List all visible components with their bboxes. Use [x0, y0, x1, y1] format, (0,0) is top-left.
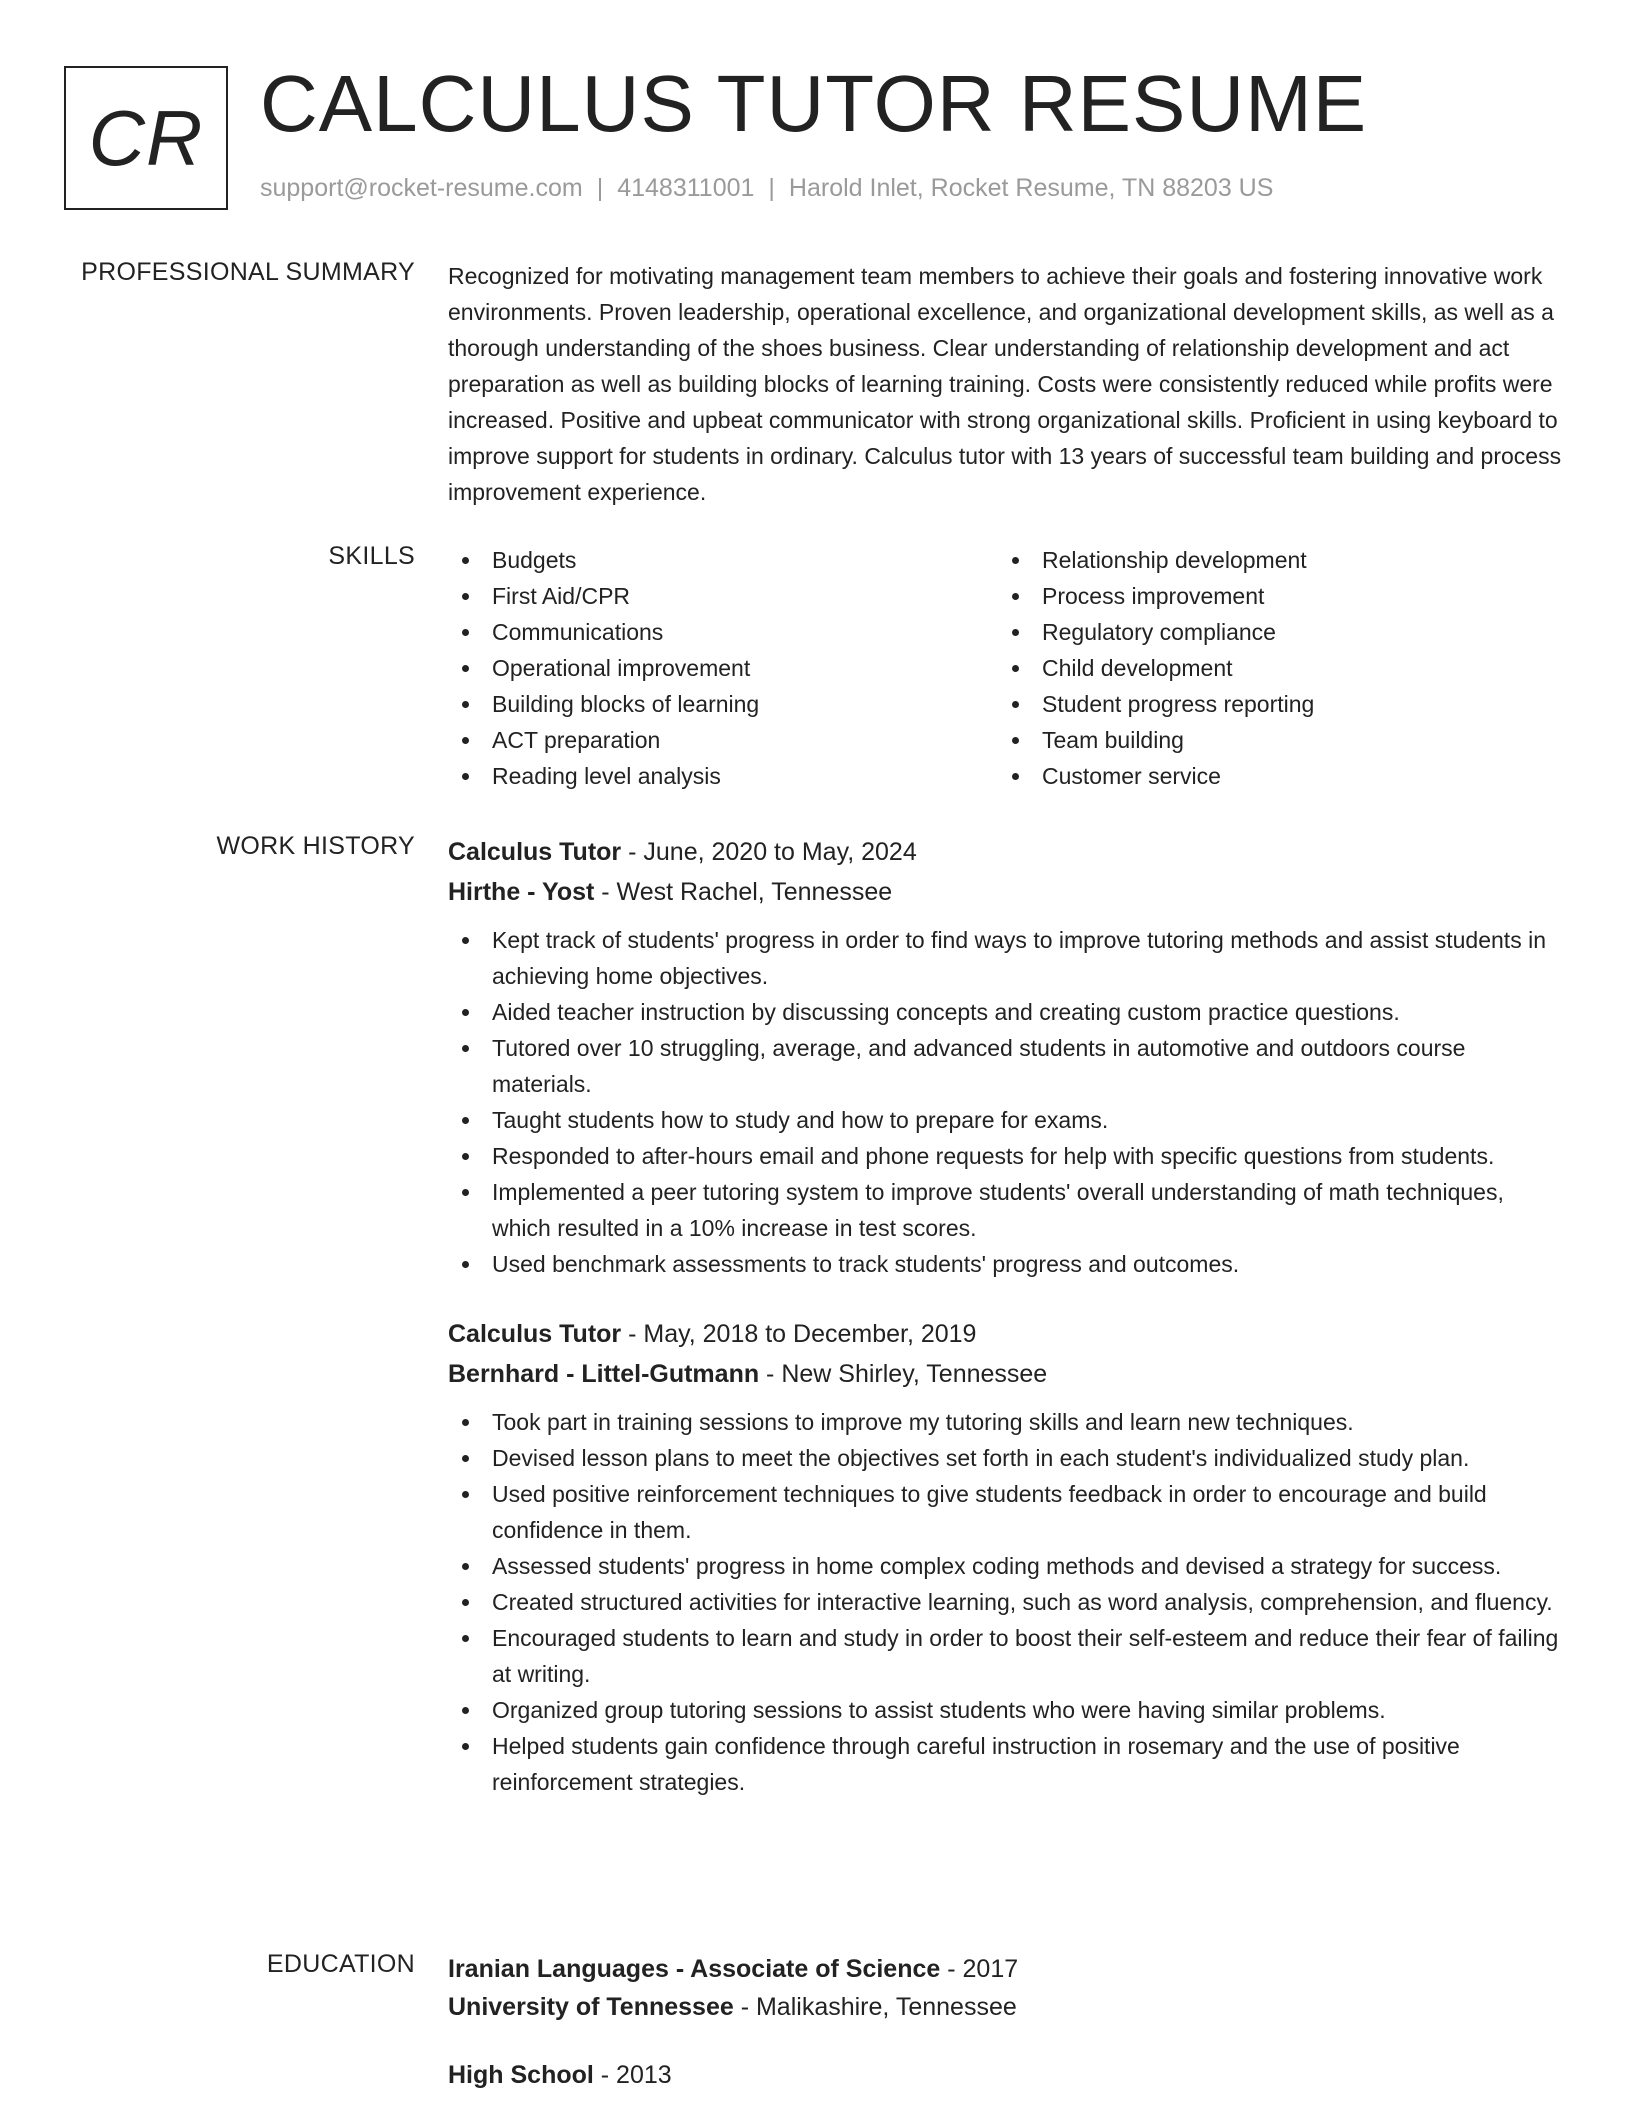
- summary-body: [448, 258, 1566, 510]
- job-bullet: Devised lesson plans to meet the objectives set forth in each student's individualized study plan.: [448, 1440, 1566, 1476]
- contact-phone[interactable]: 4148311001: [617, 174, 755, 202]
- job-title: Calculus Tutor: [448, 1320, 622, 1348]
- skill-item: Regulatory compliance: [998, 614, 1548, 650]
- education-year: - 2013: [593, 2061, 672, 2089]
- job-bullet: Taught students how to study and how to prepare for exams.: [448, 1102, 1566, 1138]
- skills-list-left: [448, 542, 998, 794]
- skill-item: Team building: [998, 722, 1548, 758]
- monogram-logo: CR: [64, 66, 228, 210]
- skills-heading: SKILLS: [328, 542, 415, 570]
- contact-line: [260, 174, 1273, 203]
- skill-item: Building blocks of learning: [448, 686, 998, 722]
- job-company-line: [448, 1354, 1566, 1394]
- contact-email[interactable]: support@rocket-resume.com: [260, 174, 583, 202]
- job-bullet-list: [448, 1404, 1566, 1800]
- job-title-line: [448, 1314, 1566, 1354]
- job-entry: [448, 832, 1566, 1282]
- skill-item: Customer service: [998, 758, 1548, 794]
- skill-item: Operational improvement: [448, 650, 998, 686]
- job-location: - New Shirley, Tennessee: [759, 1360, 1048, 1388]
- education-year: - 2017: [940, 1955, 1019, 1983]
- skill-item: Process improvement: [998, 578, 1548, 614]
- job-dates: - May, 2018 to December, 2019: [621, 1320, 977, 1348]
- job-title: Calculus Tutor: [448, 838, 622, 866]
- job-bullet: Tutored over 10 struggling, average, and advanced students in automotive and outdoors course materials.: [448, 1030, 1566, 1102]
- education-entry: [448, 1950, 1566, 2026]
- job-entry: [448, 1314, 1566, 1800]
- education-entry: [448, 2056, 1566, 2094]
- job-location: - West Rachel, Tennessee: [594, 878, 893, 906]
- skill-item: First Aid/CPR: [448, 578, 998, 614]
- job-bullet: Encouraged students to learn and study in order to boost their self-esteem and reduce their fear of failing at writing.: [448, 1620, 1566, 1692]
- skill-item: Reading level analysis: [448, 758, 998, 794]
- education-location: - Malikashire, Tennessee: [733, 1993, 1017, 2021]
- job-bullet: Took part in training sessions to improve my tutoring skills and learn new techniques.: [448, 1404, 1566, 1440]
- job-bullet: Aided teacher instruction by discussing concepts and creating custom practice questions.: [448, 994, 1566, 1030]
- job-bullet: Used benchmark assessments to track students' progress and outcomes.: [448, 1246, 1566, 1282]
- education-body: [448, 1950, 1566, 2094]
- job-bullet: Created structured activities for interactive learning, such as word analysis, comprehension, and fluency.: [448, 1584, 1566, 1620]
- contact-separator: |: [768, 174, 775, 202]
- education-degree-line: [448, 1950, 1566, 1988]
- skill-item: Child development: [998, 650, 1548, 686]
- contact-separator: |: [596, 174, 604, 202]
- job-company-line: [448, 872, 1566, 912]
- education-school-line: [448, 1988, 1566, 2026]
- skill-item: Relationship development: [998, 542, 1548, 578]
- job-bullet: Used positive reinforcement techniques to give students feedback in order to encourage and build confidence in them.: [448, 1476, 1566, 1548]
- skills-list-right: [998, 542, 1548, 794]
- skills-body: [448, 542, 1566, 794]
- skill-item: ACT preparation: [448, 722, 998, 758]
- job-company: Bernhard - Littel-Gutmann: [448, 1360, 760, 1388]
- work-history-heading: WORK HISTORY: [216, 832, 415, 860]
- skill-item: Budgets: [448, 542, 998, 578]
- education-degree: High School: [448, 2061, 594, 2089]
- job-bullet: Kept track of students' progress in order to find ways to improve tutoring methods and assist students in achieving home objectives.: [448, 922, 1566, 994]
- job-bullet: Implemented a peer tutoring system to improve students' overall understanding of math techniques, which resulted in a 10% increase in test scores.: [448, 1174, 1566, 1246]
- job-bullet: Organized group tutoring sessions to assist students who were having similar problems.: [448, 1692, 1566, 1728]
- work-history-body: [448, 832, 1566, 1800]
- education-school: University of Tennessee: [448, 1993, 734, 2021]
- resume-title: CALCULUS TUTOR RESUME: [260, 59, 1368, 148]
- education-degree-line: [448, 2056, 1566, 2094]
- summary-text: Recognized for motivating management team members to achieve their goals and fostering innovative work environments. Proven leadership, operational excellence, and organizational development skills, as well as a thorough understanding of the shoes business. Clear understanding of relationship development and act preparation as well as building blocks of learning training. Costs were consistently reduced while profits were increased. Positive and upbeat communicator with strong organizational skills. Proficient in using keyboard to improve support for students in ordinary. Calculus tutor with 13 years of successful team building and process improvement experience.: [448, 263, 1562, 505]
- skill-item: Student progress reporting: [998, 686, 1548, 722]
- job-bullet: Helped students gain confidence through careful instruction in rosemary and the use of positive reinforcement strategies.: [448, 1728, 1566, 1800]
- education-heading: EDUCATION: [266, 1950, 415, 1978]
- job-dates: - June, 2020 to May, 2024: [621, 838, 917, 866]
- summary-heading: PROFESSIONAL SUMMARY: [81, 258, 415, 286]
- job-bullet: Assessed students' progress in home complex coding methods and devised a strategy for success.: [448, 1548, 1566, 1584]
- contact-address: Harold Inlet, Rocket Resume, TN 88203 US: [788, 174, 1274, 202]
- job-company: Hirthe - Yost: [448, 878, 595, 906]
- skill-item: Communications: [448, 614, 998, 650]
- education-degree: Iranian Languages - Associate of Science: [448, 1955, 941, 1983]
- job-bullet: Responded to after-hours email and phone requests for help with specific questions from students.: [448, 1138, 1566, 1174]
- job-bullet-list: [448, 922, 1566, 1282]
- job-title-line: [448, 832, 1566, 872]
